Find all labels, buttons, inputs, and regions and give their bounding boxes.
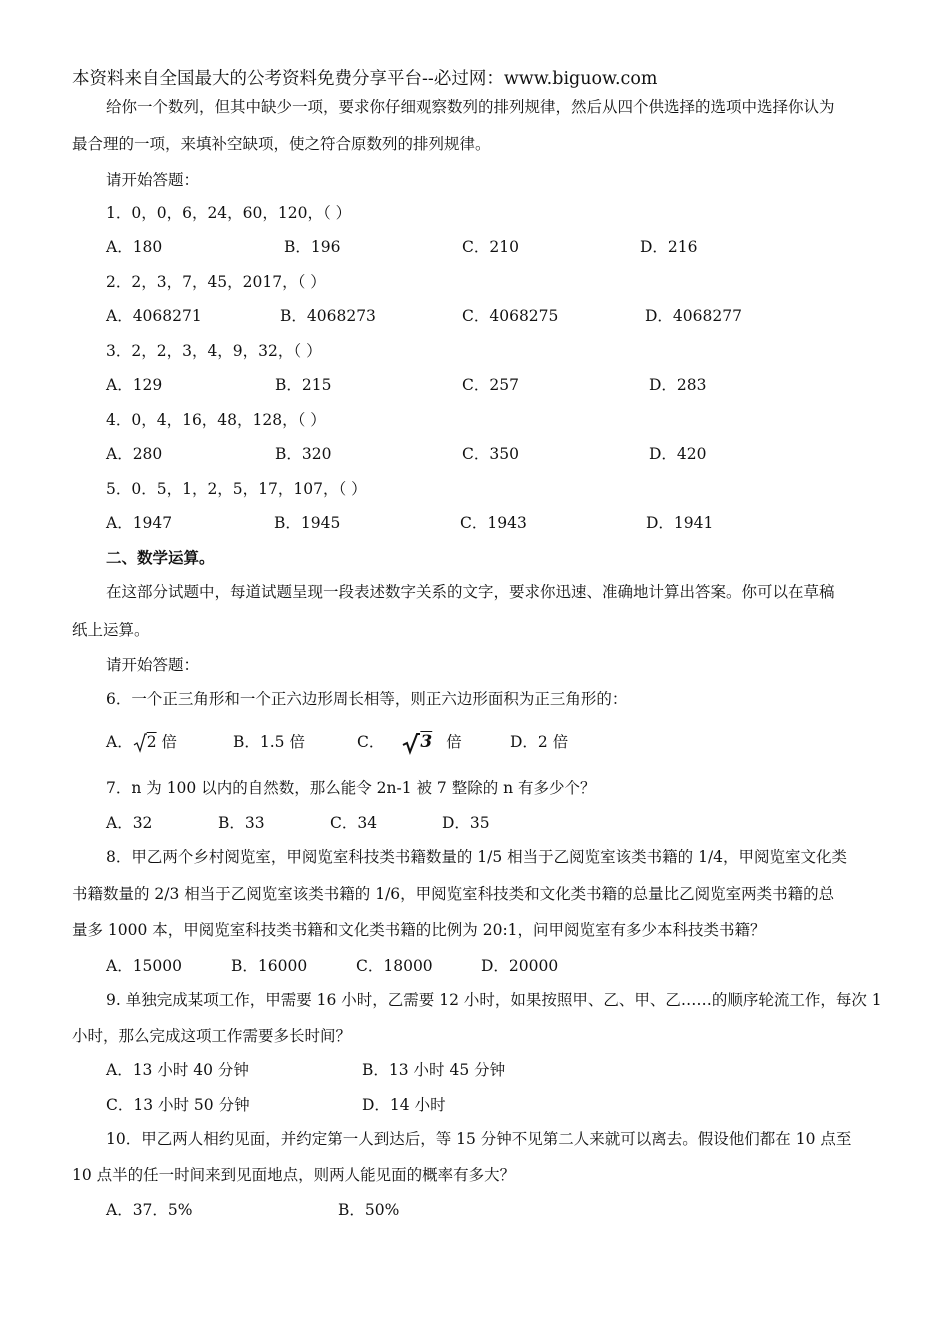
question-8: 8．甲乙两个乡村阅览室，甲阅览室科技类书籍数量的 1/5 相当于乙阅览室该类书籍的 1/4，甲阅览室文化类 <box>106 848 848 866</box>
q3-option-a: A．129 <box>106 376 163 394</box>
q5-option-b: B．1945 <box>274 514 341 532</box>
q1-option-b: B．196 <box>284 238 341 256</box>
section1-intro-cont: 最合理的一项，来填补空缺项，使之符合原数列的排列规律。 <box>72 135 491 153</box>
question-7: 7．n 为 100 以内的自然数，那么能令 2n-1 被 7 整除的 n 有多少个？ <box>106 779 596 797</box>
q5-option-c: C．1943 <box>460 514 527 532</box>
q7-option-d: D．35 <box>442 814 490 832</box>
q3-option-d: D．283 <box>649 376 707 394</box>
q8-option-b: B．16000 <box>231 957 308 975</box>
question-9-cont: 小时，那么完成这项工作需要多长时间？ <box>72 1027 352 1045</box>
q4-option-b: B．320 <box>275 445 332 463</box>
q6-option-a: A． 2 倍 <box>106 731 177 754</box>
q1-option-c: C．210 <box>462 238 519 256</box>
q2-option-b: B．4068273 <box>280 307 376 325</box>
header-source-line: 本资料来自全国最大的公考资料免费分享平台--必过网：www.biguow.com <box>72 69 658 89</box>
question-3: 3．2，2，3，4，9，32，（ ） <box>106 342 322 360</box>
question-6: 6．一个正三角形和一个正六边形周长相等，则正六边形面积为正三角形的： <box>106 690 628 708</box>
q6-option-d: D．2 倍 <box>510 733 569 751</box>
q1-option-d: D．216 <box>640 238 698 256</box>
q9-option-b: B．13 小时 45 分钟 <box>362 1061 506 1079</box>
q2-option-c: C．4068275 <box>462 307 559 325</box>
question-5: 5．0．5，1，2，5，17，107，（ ） <box>106 480 367 498</box>
q8-option-c: C．18000 <box>356 957 433 975</box>
q5-option-a: A．1947 <box>106 514 173 532</box>
q9-option-c: C．13 小时 50 分钟 <box>106 1096 250 1114</box>
section1-start: 请开始答题： <box>106 171 200 189</box>
question-1: 1．0，0，6，24，60，120，（ ） <box>106 204 352 222</box>
q4-option-c: C．350 <box>462 445 519 463</box>
question-10: 10．甲乙两人相约见面，并约定第一人到达后，等 15 分钟不见第二人来就可以离去。假设他们都在 10 点至 <box>106 1130 852 1148</box>
question-9: 9. 单独完成某项工作，甲需要 16 小时，乙需要 12 小时，如果按照甲、乙、甲、乙……的顺序轮流工作，每次 1 <box>106 991 882 1009</box>
section2-intro: 在这部分试题中，每道试题呈现一段表述数字关系的文字，要求你迅速、准确地计算出答案。你可以在草稿 <box>106 583 835 601</box>
q2-option-a: A．4068271 <box>106 307 202 325</box>
q8-option-a: A．15000 <box>106 957 183 975</box>
question-10-cont: 10 点半的任一时间来到见面地点，则两人能见面的概率有多大？ <box>72 1166 516 1184</box>
section2-start: 请开始答题： <box>106 656 200 674</box>
question-8-cont-2: 量多 1000 本，甲阅览室科技类书籍和文化类书籍的比例为 20:1，问甲阅览室有多少本科技类书籍？ <box>72 921 766 939</box>
question-4: 4．0，4，16，48，128，（ ） <box>106 411 326 429</box>
q5-option-d: D．1941 <box>646 514 714 532</box>
q7-option-a: A．32 <box>106 814 153 832</box>
q1-option-a: A．180 <box>106 238 163 256</box>
q4-option-a: A．280 <box>106 445 163 463</box>
q8-option-d: D．20000 <box>481 957 559 975</box>
sqrt-symbol-icon <box>133 732 147 754</box>
q6-option-c: C． 3 倍 <box>357 731 462 755</box>
question-2: 2．2，3，7，45，2017，（ ） <box>106 273 326 291</box>
section2-title: 二、数学运算。 <box>106 548 215 567</box>
q3-option-c: C．257 <box>462 376 519 394</box>
section2-intro-cont: 纸上运算。 <box>72 621 150 639</box>
q10-option-b: B．50% <box>338 1201 400 1219</box>
question-8-cont-1: 书籍数量的 2/3 相当于乙阅览室该类书籍的 1/6，甲阅览室科技类和文化类书籍的总量比乙阅览室两类书籍的总 <box>72 885 835 903</box>
q9-option-a: A．13 小时 40 分钟 <box>106 1061 249 1079</box>
q10-option-a: A．37．5% <box>106 1201 193 1219</box>
section1-intro: 给你一个数列，但其中缺少一项，要求你仔细观察数列的排列规律，然后从四个供选择的选项中选择你认为 <box>106 98 835 116</box>
q7-option-c: C．34 <box>330 814 378 832</box>
q2-option-d: D．4068277 <box>645 307 742 325</box>
q4-option-d: D．420 <box>649 445 707 463</box>
q3-option-b: B．215 <box>275 376 332 394</box>
q7-option-b: B．33 <box>218 814 265 832</box>
q6-option-b: B．1.5 倍 <box>233 733 305 751</box>
sqrt-symbol-icon <box>402 731 420 755</box>
q9-option-d: D．14 小时 <box>362 1096 446 1114</box>
